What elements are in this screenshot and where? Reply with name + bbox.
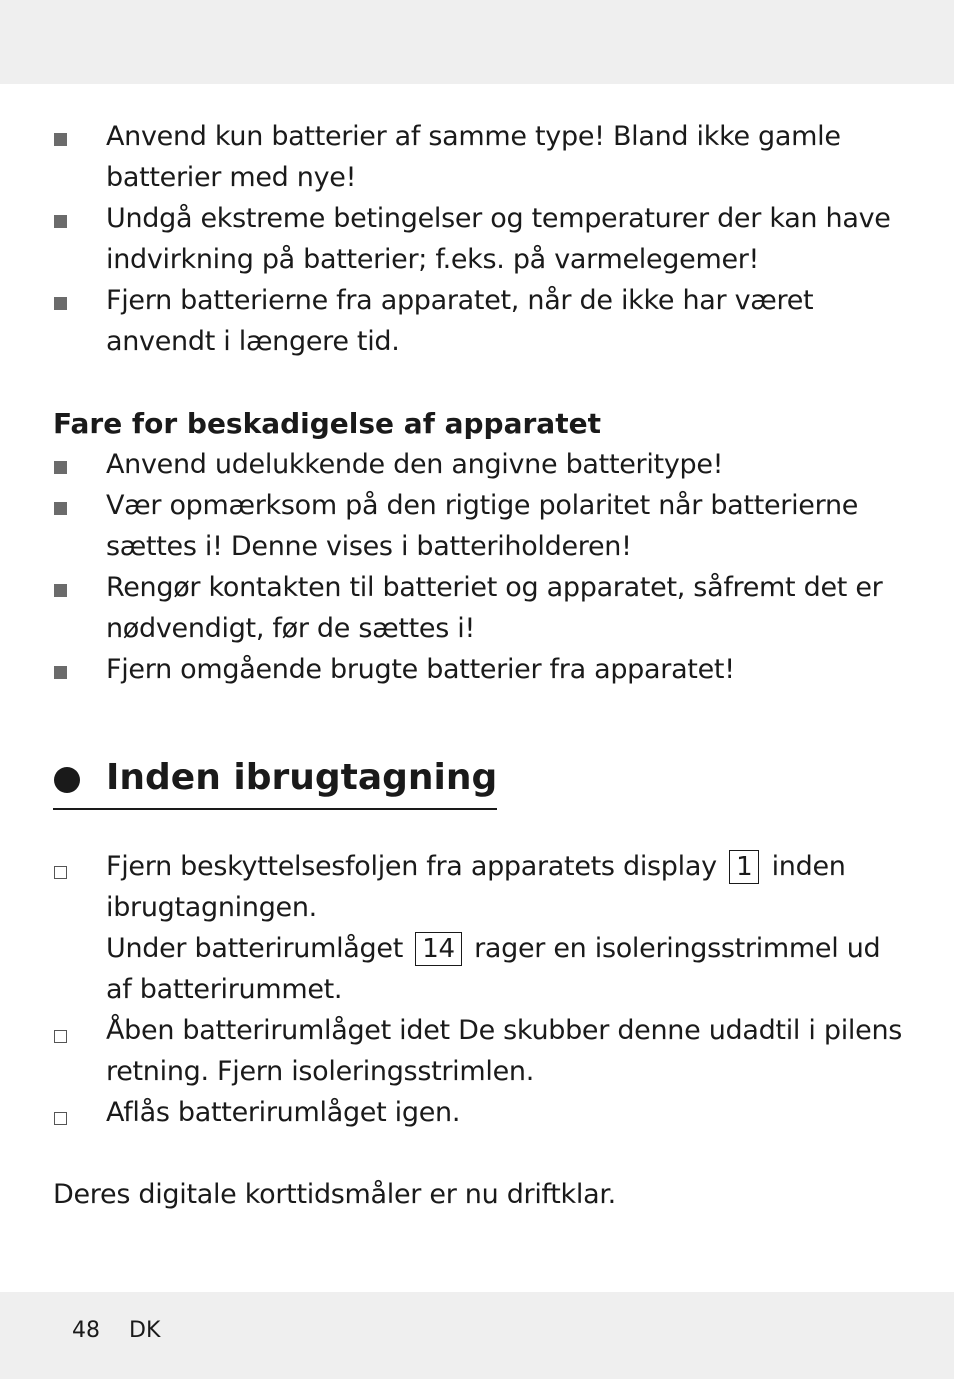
damage-heading: Fare for beskadigelse af apparatet — [53, 407, 601, 440]
step-text: Fjern beskyttelsesfoljen fra apparatets display — [106, 851, 717, 882]
checkbox-bullet-icon — [54, 1030, 67, 1043]
heading-dot-icon — [54, 767, 80, 793]
square-bullet-icon — [54, 461, 67, 474]
square-bullet-icon — [54, 133, 67, 146]
list-item — [53, 280, 913, 362]
step-item — [53, 1010, 913, 1092]
list-item — [53, 485, 913, 567]
list-item-text: Anvend kun batterier af samme type! Bland ikke gamle batterier med nye! — [106, 121, 841, 193]
battery-tips-list — [53, 116, 913, 362]
list-item — [53, 198, 913, 280]
square-bullet-icon — [54, 584, 67, 597]
list-item-text: Undgå ekstreme betingelser og temperaturer der kan have indvirkning på batterier; f.eks. på varmelegemer! — [106, 203, 891, 275]
list-item-text: Fjern omgående brugte batterier fra apparatet! — [106, 654, 735, 685]
list-item — [53, 116, 913, 198]
reference-number: 14 — [415, 932, 461, 966]
step-item — [53, 846, 913, 1010]
page-footer — [72, 1318, 182, 1343]
step-text: inden ibrugtagningen. — [106, 851, 846, 923]
reference-number: 1 — [729, 850, 759, 884]
list-item — [53, 444, 913, 485]
setup-steps — [53, 846, 913, 1133]
list-item-text: Fjern batterierne fra apparatet, når de ikke har været anvendt i længere tid. — [106, 285, 814, 357]
checkbox-bullet-icon — [54, 1112, 67, 1125]
page-number: 48 — [72, 1318, 100, 1343]
damage-list — [53, 444, 913, 690]
square-bullet-icon — [54, 666, 67, 679]
closing-text: Deres digitale korttidsmåler er nu driftklar. — [53, 1179, 616, 1210]
square-bullet-icon — [54, 215, 67, 228]
language-code: DK — [129, 1318, 161, 1343]
square-bullet-icon — [54, 297, 67, 310]
section-heading — [53, 752, 497, 810]
page-content — [53, 116, 913, 1215]
top-band — [0, 0, 954, 84]
list-item-text: Vær opmærksom på den rigtige polaritet når batterierne sættes i! Denne vises i batteriholderen! — [106, 490, 859, 562]
step-item — [53, 1092, 913, 1133]
step-text: Åben batterirumlåget idet De skubber denne udadtil i pilens retning. Fjern isoleringsstrimlen. — [106, 1015, 903, 1087]
checkbox-bullet-icon — [54, 866, 67, 879]
list-item-text: Rengør kontakten til batteriet og apparatet, såfremt det er nødvendigt, før de sættes i! — [106, 572, 883, 644]
section-heading-text: Inden ibrugtagning — [106, 757, 498, 798]
square-bullet-icon — [54, 502, 67, 515]
step-text: rager en isoleringsstrimmel ud af batterirummet. — [106, 933, 881, 1005]
list-item-text: Anvend udelukkende den angivne batteritype! — [106, 449, 724, 480]
step-text: Under batterirumlåget — [106, 933, 403, 964]
step-text: Aflås batterirumlåget igen. — [106, 1097, 461, 1128]
list-item — [53, 649, 913, 690]
list-item — [53, 567, 913, 649]
